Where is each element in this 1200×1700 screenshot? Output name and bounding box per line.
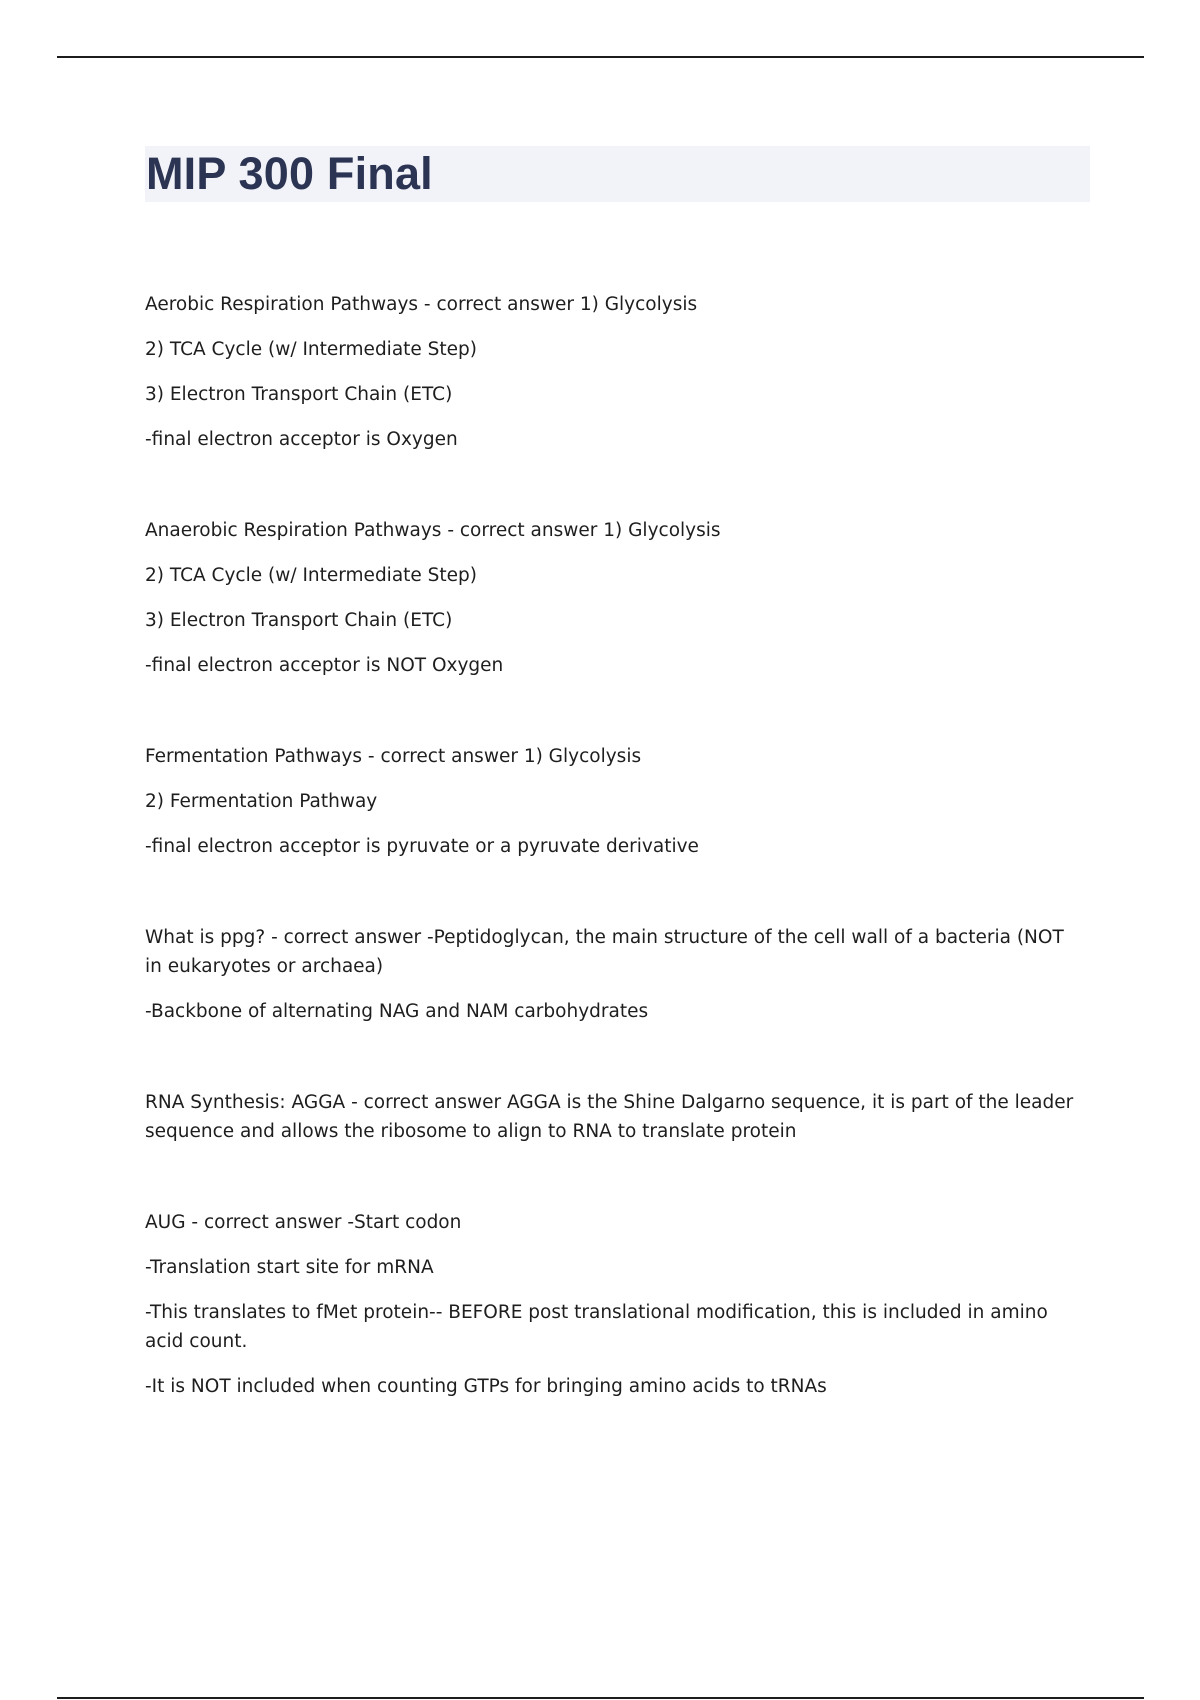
flashcard-peptidoglycan bbox=[145, 923, 1075, 1026]
card-question-line: AUG - correct answer -Start codon bbox=[145, 1212, 462, 1233]
card-answer-line: -This translates to fMet protein-- BEFORE post translational modification, this is included in amino acid count. bbox=[145, 1302, 1048, 1352]
flashcard-shine-dalgarno bbox=[145, 1088, 1075, 1146]
card-answer-line: -final electron acceptor is Oxygen bbox=[145, 429, 458, 450]
card-question-line: RNA Synthesis: AGGA - correct answer AGGA is the Shine Dalgarno sequence, it is part of the leader sequence and allows the ribosome to align to RNA to translate protein bbox=[145, 1092, 1074, 1142]
card-question-line: Aerobic Respiration Pathways - correct answer 1) Glycolysis bbox=[145, 294, 698, 315]
card-question-line: Anaerobic Respiration Pathways - correct answer 1) Glycolysis bbox=[145, 520, 721, 541]
flashcard-fermentation bbox=[145, 742, 1075, 861]
card-answer-line: -final electron acceptor is NOT Oxygen bbox=[145, 655, 504, 676]
top-rule bbox=[57, 56, 1144, 58]
card-answer-line: -Backbone of alternating NAG and NAM carbohydrates bbox=[145, 1001, 649, 1022]
card-answer-line: 2) TCA Cycle (w/ Intermediate Step) bbox=[145, 565, 478, 586]
document-title: MIP 300 Final bbox=[146, 148, 433, 199]
card-answer-line: 2) Fermentation Pathway bbox=[145, 791, 378, 812]
card-answer-line: 3) Electron Transport Chain (ETC) bbox=[145, 610, 453, 631]
card-answer-line: 3) Electron Transport Chain (ETC) bbox=[145, 384, 453, 405]
flashcard-start-codon bbox=[145, 1208, 1075, 1401]
flashcard-aerobic-respiration bbox=[145, 290, 1075, 454]
card-answer-line: 2) TCA Cycle (w/ Intermediate Step) bbox=[145, 339, 478, 360]
flashcard-list bbox=[145, 290, 1075, 1463]
card-question-line: What is ppg? - correct answer -Peptidoglycan, the main structure of the cell wall of a bacteria (NOT in eukaryotes or archaea) bbox=[145, 927, 1064, 977]
card-question-line: Fermentation Pathways - correct answer 1) Glycolysis bbox=[145, 746, 642, 767]
card-answer-line: -Translation start site for mRNA bbox=[145, 1257, 434, 1278]
bottom-rule bbox=[57, 1697, 1144, 1699]
flashcard-anaerobic-respiration bbox=[145, 516, 1075, 680]
card-answer-line: -It is NOT included when counting GTPs for bringing amino acids to tRNAs bbox=[145, 1376, 827, 1397]
card-answer-line: -final electron acceptor is pyruvate or a pyruvate derivative bbox=[145, 836, 699, 857]
